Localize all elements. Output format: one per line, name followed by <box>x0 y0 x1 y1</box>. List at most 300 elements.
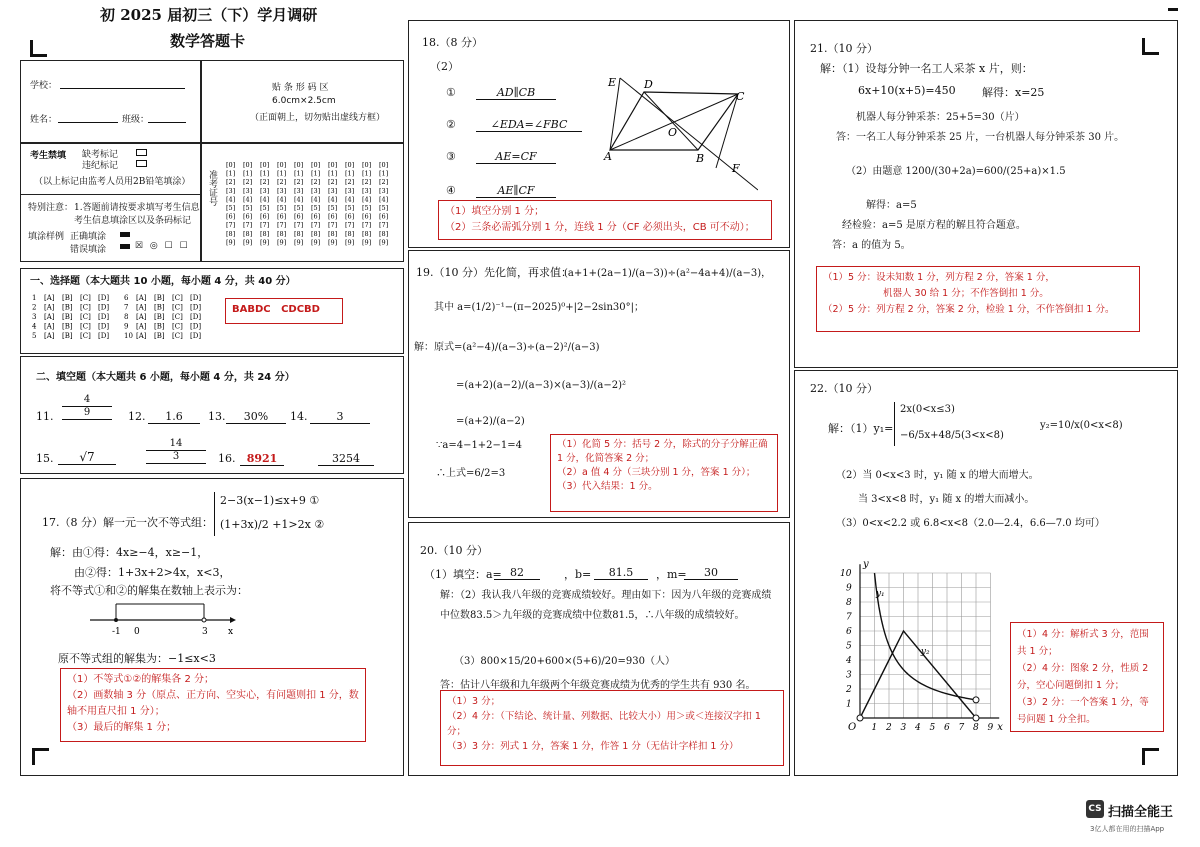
id-bubble[interactable]: [5] <box>260 204 270 212</box>
id-bubble[interactable]: [6] <box>311 212 321 221</box>
q21-rubric-2: 机器人 30 给 1 分；不作答倒扣 1 分。 <box>883 288 1049 299</box>
y-tick-label: 4 <box>846 656 852 666</box>
id-bubble[interactable]: [4] <box>277 195 287 204</box>
x-tick-label: 5 <box>929 723 936 733</box>
id-bubble[interactable]: [0] <box>226 161 236 169</box>
id-bubble[interactable]: [7] <box>328 221 338 230</box>
id-bubble[interactable]: [0] <box>277 161 287 169</box>
q21-solution2: 解得：a=5 <box>866 200 917 211</box>
id-bubble[interactable]: [9] <box>345 238 355 247</box>
id-bubble[interactable]: [7] <box>243 221 253 230</box>
q17-rubric <box>60 668 366 742</box>
q22-y2: y₂=10/x(0<x<8) <box>1040 420 1123 431</box>
y1-open-point-start <box>857 715 863 721</box>
q18-label-e: E <box>608 76 617 89</box>
q18-label-o: O <box>668 126 678 139</box>
q18-circle-1: ① <box>446 86 456 99</box>
choice-bubble[interactable]: [B] <box>154 322 165 331</box>
id-bubble[interactable]: [9] <box>277 238 287 247</box>
notes-label: 特别注意： <box>28 203 74 213</box>
q11-label: 11. <box>36 410 54 423</box>
choice-bubble[interactable]: [C] <box>80 332 91 340</box>
y-axis-label: y <box>863 559 869 571</box>
y2-open-point-end <box>973 697 979 703</box>
id-bubble[interactable]: [5] <box>311 204 321 212</box>
id-bubble[interactable]: [7] <box>226 221 236 230</box>
choice-bubble[interactable]: [A] <box>136 332 147 340</box>
choice-bubble[interactable]: [A] <box>44 322 55 331</box>
q19-head: 19.（10 分）先化简，再求值： <box>416 266 572 279</box>
school-label: 学校： <box>30 81 58 91</box>
number-line-label-3: 3 <box>202 627 208 637</box>
series-y2-label: y₂ <box>920 647 930 658</box>
q18-rubric-1: （1）填空分别 1 分； <box>445 206 545 217</box>
id-bubble[interactable]: [2] <box>277 178 287 187</box>
q22-rubric <box>1010 622 1164 732</box>
choice-bubble[interactable]: [C] <box>80 294 91 302</box>
id-bubble[interactable]: [5] <box>362 204 372 212</box>
id-bubble[interactable]: [2] <box>362 178 372 187</box>
id-bubble[interactable]: [4] <box>294 195 304 204</box>
id-bubble[interactable]: [9] <box>328 238 338 247</box>
y-tick-label: 8 <box>846 598 852 608</box>
x-tick-label: 6 <box>944 723 950 733</box>
q18-circle-4: ④ <box>446 184 456 197</box>
x-tick-label: 2 <box>886 723 892 733</box>
q20-m-label: ，m= <box>656 568 687 581</box>
choice-bubble[interactable]: [D] <box>190 303 202 312</box>
name-label: 姓名： <box>30 115 58 125</box>
choice-bubble[interactable]: [D] <box>98 294 110 302</box>
id-bubble[interactable]: [7] <box>379 221 389 230</box>
q22-head: 22.（10 分） <box>810 382 878 395</box>
id-bubble[interactable]: [0] <box>328 161 338 169</box>
q17-brace <box>214 492 219 536</box>
choice-number: 4 <box>32 322 37 331</box>
number-line-hollow-point <box>202 618 206 622</box>
id-bubble[interactable]: [6] <box>294 212 304 221</box>
q18-rubric-2: （2）三条必需弧分别 1 分，连线 1 分（CF 必须出头，CB 可不动）； <box>445 222 755 233</box>
q13-answer: 30% <box>226 410 286 424</box>
id-bubble[interactable]: [2] <box>260 178 270 187</box>
id-bubble[interactable]: [0] <box>243 161 253 169</box>
choice-bubble[interactable]: [A] <box>136 303 147 312</box>
y-tick-label: 10 <box>840 569 852 579</box>
id-bubble[interactable]: [9] <box>260 238 270 247</box>
q19-where: 其中 a=(1/2)⁻¹−(π−2025)⁰+|2−2sin30°|； <box>434 302 645 313</box>
q18-label-a: A <box>604 150 612 163</box>
q17-rubric-2: （2）画数轴 3 分（原点、正方向、空实心，有问题则扣 1 分，数轴不用直尺扣 1 分）； <box>67 690 359 717</box>
q11-answer <box>62 394 112 420</box>
id-bubble[interactable]: [4] <box>328 195 338 204</box>
answer-sheet-title: 数学答题卡 <box>170 32 246 50</box>
y1-open-point-end <box>973 715 979 721</box>
choice-number: 10 <box>124 332 133 340</box>
choice-bubble[interactable]: [C] <box>172 303 183 312</box>
corner-mark-br <box>1142 748 1159 765</box>
choice-bubble[interactable]: [D] <box>98 322 110 331</box>
y-tick-label: 9 <box>846 583 852 594</box>
id-bubble[interactable]: [6] <box>243 212 253 221</box>
id-bubble[interactable]: [6] <box>328 212 338 221</box>
id-bubble[interactable]: [2] <box>311 178 321 187</box>
id-bubble[interactable]: [1] <box>294 169 304 178</box>
id-bubble[interactable]: [9] <box>294 238 304 247</box>
corner-mark-bl <box>32 748 49 765</box>
choice-bubble[interactable]: [C] <box>80 313 91 321</box>
y-tick-label: 3 <box>846 670 852 681</box>
name-line[interactable] <box>58 122 118 123</box>
fill-label: 填涂样例 <box>28 232 65 242</box>
q15-answer: √7 <box>58 450 116 465</box>
q21-rubric-3: （2）5 分：列方程 2 分，答案 2 分，检验 1 分，不作答倒扣 1 分。 <box>823 304 1115 315</box>
scanner-logo: CS <box>1086 800 1104 818</box>
id-bubble[interactable]: [3] <box>379 186 389 195</box>
choice-bubble[interactable]: [D] <box>98 313 110 321</box>
choice-bubble[interactable]: [B] <box>154 332 165 340</box>
number-line-arrow <box>230 617 236 623</box>
id-bubble[interactable]: [3] <box>243 186 253 195</box>
id-bubble[interactable]: [2] <box>379 178 389 187</box>
y-tick-label: 7 <box>846 612 852 623</box>
q20-part2: 解：（2）我认我八年级的竞赛成绩较好。理由如下：因为八年级的竞赛成绩中位数83.5＞九年级的竞赛成绩中位数81.5，∴八年级的成绩较好。 <box>440 590 772 621</box>
id-bubble[interactable]: [7] <box>260 221 270 230</box>
exam-title: 初 2025 届初三（下）学月调研 <box>100 6 318 24</box>
q17-step2: 由②得：1+3x+2>4x，x<3， <box>74 566 231 579</box>
q20-head: 20.（10 分） <box>420 544 488 557</box>
sticker-note: （正面朝上，切勿贴出虚线方框） <box>250 113 386 123</box>
id-bubble[interactable]: [0] <box>260 161 270 169</box>
q16b-answer: 3254 <box>318 452 374 466</box>
choice-number: 8 <box>124 313 129 321</box>
id-bubble[interactable]: [6] <box>277 212 287 221</box>
id-bubble[interactable]: [9] <box>243 238 253 247</box>
q20-m-value: 30 <box>684 566 738 580</box>
q19-sol2: =(a+2)(a−2)/(a−3)×(a−3)/(a−2)² <box>456 380 627 391</box>
choice-bubbles[interactable] <box>32 292 212 342</box>
series-y2-curve <box>875 573 977 700</box>
q20-fill-label: （1）填空：a= <box>424 568 502 581</box>
number-line <box>90 598 240 638</box>
id-bubble[interactable]: [4] <box>362 195 372 204</box>
q19-sol5: ∴上式=6/2=3 <box>436 468 506 479</box>
choice-bubble[interactable]: [B] <box>62 303 73 312</box>
q22-brace <box>894 402 899 446</box>
choice-bubble[interactable]: [D] <box>190 313 202 321</box>
cheat-label: 违纪标记 <box>82 161 119 171</box>
choice-bubble[interactable]: [A] <box>44 313 55 321</box>
q21-step1: 解：（1）设每分钟一名工人采茶 x 片，则： <box>820 62 1033 75</box>
q18-answer-2: ∠EDA=∠FBC <box>476 118 582 132</box>
q21-rubric <box>816 266 1140 332</box>
id-bubble[interactable]: [0] <box>294 161 304 169</box>
corner-dash <box>1168 8 1178 11</box>
info-divider-h2 <box>20 194 200 195</box>
notes-text: 1.答题前请按要求填写考生信息 <box>74 203 200 213</box>
id-bubble[interactable]: [3] <box>362 186 372 195</box>
id-bubble[interactable]: [2] <box>328 178 338 187</box>
id-bubble[interactable]: [6] <box>226 212 236 221</box>
id-bubble[interactable]: [5] <box>277 204 287 212</box>
q15b-den: 3 <box>172 451 180 462</box>
choice-bubble[interactable]: [A] <box>136 322 147 331</box>
q22-rubric-2: （2）4 分：图象 2 分，性质 2 分，空心问题倒扣 1 分； <box>1017 663 1149 691</box>
info-divider-v2 <box>200 142 202 262</box>
q21-head: 21.（10 分） <box>810 42 878 55</box>
choice-bubble[interactable]: [C] <box>172 322 183 331</box>
q20-rubric-1: （1）3 分； <box>447 696 501 707</box>
id-bubble[interactable]: [0] <box>379 161 389 169</box>
choice-bubble[interactable]: [B] <box>62 322 73 331</box>
q21-equation1: 6x+10(x+5)=450 <box>858 84 956 97</box>
q18-head: 18.（8 分） <box>422 36 483 49</box>
choice-bubble[interactable]: [A] <box>136 294 147 302</box>
id-bubble[interactable]: [5] <box>226 204 236 212</box>
id-bubble[interactable]: [5] <box>345 204 355 212</box>
id-bubble[interactable]: [0] <box>362 161 372 169</box>
q20-rubric-2: （2）4 分：（下结论、统计量、列数据、比较大小）用＞或＜连接汉字扣 1 分； <box>447 711 761 737</box>
id-bubble[interactable]: [4] <box>345 195 355 204</box>
section2-title: 二、填空题（本大题共 6 小题，每小题 4 分，共 24 分） <box>36 372 295 383</box>
correct-fill-sample <box>120 232 130 237</box>
id-bubble-grid-svg <box>222 158 398 248</box>
id-bubble[interactable]: [8] <box>243 229 253 238</box>
id-bubble[interactable]: [9] <box>362 238 372 247</box>
q22-piece2: −6/5x+48/5(3<x<8) <box>900 430 1004 441</box>
cheat-checkbox[interactable] <box>136 160 147 167</box>
choice-bubble[interactable]: [D] <box>98 332 110 340</box>
school-line[interactable] <box>60 88 185 89</box>
id-bubble[interactable]: [6] <box>379 212 389 221</box>
q22-step2: （2）当 0<x<3 时，y₁ 随 x 的增大而增大。 <box>836 470 1039 481</box>
y-tick-label: 1 <box>846 699 852 710</box>
id-bubble[interactable]: [1] <box>277 169 287 178</box>
id-bubble[interactable]: [9] <box>311 238 321 247</box>
id-bubble[interactable]: [3] <box>260 186 270 195</box>
id-bubble[interactable]: [8] <box>345 229 355 238</box>
choice-bubble[interactable]: [D] <box>190 332 202 340</box>
choice-bubble[interactable]: [C] <box>80 322 91 331</box>
wrong-fill-samples: ☒ ◎ ☐ ☐ <box>135 241 190 251</box>
id-bubble[interactable]: [2] <box>243 178 253 187</box>
choice-bubble[interactable]: [B] <box>62 313 73 321</box>
q20-rubric <box>440 690 784 766</box>
q19-expr: (a+1+(2a−1)/(a−3))÷(a²−4a+4)/(a−3)， <box>564 268 772 279</box>
x-tick-label: 7 <box>958 723 965 733</box>
choice-bubble[interactable]: [D] <box>98 303 110 312</box>
q17-ineq1: 2−3(x−1)≤x+9 ① <box>220 494 320 507</box>
q18-diagonal-db <box>644 92 698 150</box>
id-bubble[interactable]: [3] <box>345 186 355 195</box>
choice-bubble[interactable]: [B] <box>154 313 165 321</box>
choice-bubbles-svg <box>32 292 212 342</box>
y-tick-label: 5 <box>846 641 852 652</box>
info-divider-h <box>20 142 404 144</box>
id-bubble[interactable]: [4] <box>243 195 253 204</box>
choice-bubble[interactable]: [B] <box>62 294 73 302</box>
q15b-num: 14 <box>146 438 206 451</box>
id-bubble[interactable]: [4] <box>226 195 236 204</box>
corner-mark-tr <box>1142 38 1159 55</box>
id-bubble[interactable]: [7] <box>345 221 355 230</box>
id-bubble[interactable]: [4] <box>311 195 321 204</box>
corner-mark <box>30 40 47 57</box>
id-bubble[interactable]: [1] <box>243 169 253 178</box>
id-bubble[interactable]: [8] <box>294 229 304 238</box>
id-bubble[interactable]: [2] <box>294 178 304 187</box>
y-tick-label: 2 <box>846 685 852 695</box>
id-bubble[interactable]: [1] <box>311 169 321 178</box>
choice-bubble[interactable]: [B] <box>154 303 165 312</box>
id-bubble[interactable]: [3] <box>277 186 287 195</box>
id-bubble[interactable]: [1] <box>328 169 338 178</box>
q22-step3: 当 3<x<8 时，y₁ 随 x 的增大而减小。 <box>858 494 1035 505</box>
choice-number: 6 <box>124 294 129 302</box>
q22-rubric-3: （3）2 分：一个答案 1 分，等号问题 1 分全扣。 <box>1017 697 1149 725</box>
choice-bubble[interactable]: [D] <box>190 322 202 331</box>
q21-answer2: 答：a 的值为 5。 <box>832 240 911 251</box>
number-line-label-x: x <box>228 627 234 637</box>
missing-checkbox[interactable] <box>136 149 147 156</box>
q11-den: 9 <box>83 407 91 418</box>
id-bubble[interactable]: [6] <box>345 212 355 221</box>
choice-bubble[interactable]: [A] <box>136 313 147 321</box>
q18-answer-4: AE∥CF <box>476 184 556 198</box>
id-bubble-grid[interactable] <box>222 158 398 248</box>
number-line-label-neg1: -1 <box>112 627 121 637</box>
id-bubble[interactable]: [3] <box>226 186 236 195</box>
scanner-tagline: 3亿人都在用的扫描App <box>1090 825 1165 833</box>
x-tick-label: 3 <box>900 723 907 733</box>
section1-answer: BABDC CDCBD <box>225 298 343 324</box>
id-bubble[interactable]: [7] <box>362 221 372 230</box>
q22-rubric-1: （1）4 分：解析式 3 分，范围共 1 分； <box>1017 629 1149 657</box>
class-label: 班级： <box>122 115 150 125</box>
q15-label: 15. <box>36 452 54 465</box>
id-bubble[interactable]: [5] <box>328 204 338 212</box>
id-bubble[interactable]: [1] <box>379 169 389 178</box>
id-bubble[interactable]: [7] <box>311 221 321 230</box>
id-bubble[interactable]: [5] <box>243 204 253 212</box>
id-bubble[interactable]: [2] <box>345 178 355 187</box>
id-bubble[interactable]: [8] <box>226 229 236 238</box>
choice-bubble[interactable]: [A] <box>44 303 55 312</box>
x-axis-label: x <box>997 722 1003 733</box>
q22-step4: （3）0<x<2.2 或 6.8<x<8（2.0—2.4，6.6—7.0 均可） <box>836 518 1105 529</box>
id-bubble[interactable]: [3] <box>311 186 321 195</box>
q18-diagonal-ac <box>610 94 738 150</box>
id-bubble[interactable]: [0] <box>311 161 321 169</box>
q18-figure <box>598 64 758 194</box>
choice-bubble[interactable]: [C] <box>172 313 183 321</box>
q19-rubric-2: （2）a 值 4 分（三块分别 1 分，答案 1 分）； <box>557 467 756 478</box>
q18-label-b: B <box>696 152 705 165</box>
q17-rubric-1: （1）不等式①②的解集各 2 分； <box>67 674 215 685</box>
id-bubble[interactable]: [7] <box>294 221 304 230</box>
number-line-label-0: 0 <box>134 627 140 637</box>
choice-bubble[interactable]: [C] <box>80 303 91 312</box>
id-bubble[interactable]: [8] <box>260 229 270 238</box>
wrong-fill-sample <box>120 244 130 249</box>
id-bubble[interactable]: [1] <box>345 169 355 178</box>
id-bubble[interactable]: [8] <box>311 229 321 238</box>
choice-bubble[interactable]: [B] <box>154 294 165 302</box>
q12-answer: 1.6 <box>148 410 200 424</box>
choice-number: 1 <box>32 294 37 302</box>
id-bubble[interactable]: [1] <box>260 169 270 178</box>
x-tick-label: 9 <box>987 723 994 733</box>
id-bubble[interactable]: [5] <box>294 204 304 212</box>
choice-bubble[interactable]: [D] <box>190 294 202 302</box>
choice-bubble[interactable]: [C] <box>172 294 183 302</box>
id-bubble[interactable]: [4] <box>260 195 270 204</box>
class-line[interactable] <box>148 122 186 123</box>
candidate-label: 考生禁填 <box>30 151 67 161</box>
id-bubble[interactable]: [9] <box>379 238 389 247</box>
id-bubble[interactable]: [8] <box>328 229 338 238</box>
id-bubble[interactable]: [3] <box>294 186 304 195</box>
choice-number: 3 <box>32 313 37 321</box>
info-divider <box>200 60 202 142</box>
q17-rubric-3: （3）最后的解集 1 分； <box>67 722 177 733</box>
choice-number: 7 <box>124 303 129 312</box>
x-tick-label: 4 <box>915 723 921 733</box>
q14-answer: 3 <box>310 410 370 424</box>
q18-label-c: C <box>736 90 745 103</box>
q17-step4: 原不等式组的解集为：−1≤x<3 <box>58 652 216 665</box>
q14-label: 14. <box>290 410 308 423</box>
id-bubble[interactable]: [9] <box>226 238 236 247</box>
id-bubble[interactable]: [4] <box>379 195 389 204</box>
id-bubble[interactable]: [8] <box>379 229 389 238</box>
id-bubble[interactable]: [2] <box>226 178 236 187</box>
choice-bubble[interactable]: [A] <box>44 332 55 340</box>
q20-b-label: ，b= <box>564 568 592 581</box>
q18-answer-1: AD∥CB <box>476 86 556 100</box>
id-bubble[interactable]: [1] <box>226 169 236 178</box>
q17-step1: 解：由①得：4x≥−4，x≥−1， <box>50 546 209 559</box>
q18-label-f: F <box>732 162 740 175</box>
q16-answer: 8921 <box>240 452 284 466</box>
q18-rubric <box>438 200 772 240</box>
choice-bubble[interactable]: [A] <box>44 294 55 302</box>
id-bubble[interactable]: [6] <box>362 212 372 221</box>
q22-step1: 解：（1）y₁= <box>828 422 894 435</box>
q18-circle-3: ③ <box>446 150 456 163</box>
id-bubble[interactable]: [0] <box>345 161 355 169</box>
id-bubble[interactable]: [8] <box>362 229 372 238</box>
q19-rubric-1: （1）化简 5 分：括号 2 分，除式的分子分解正确 1 分，化简答案 2 分； <box>557 439 768 464</box>
q19-rubric-3: （3）代入结果：1 分。 <box>557 481 658 492</box>
q17-head: 17.（8 分）解一元一次不等式组： <box>42 516 213 529</box>
id-bubble[interactable]: [1] <box>362 169 372 178</box>
id-bubble[interactable]: [3] <box>328 186 338 195</box>
choice-bubble[interactable]: [C] <box>172 332 183 340</box>
q20-answer: 答：估计八年级和九年级两个年级竞赛成绩为优秀的学生共有 930 名。 <box>440 680 756 691</box>
id-bubble[interactable]: [5] <box>379 204 389 212</box>
id-bubble[interactable]: [8] <box>277 229 287 238</box>
id-bubble[interactable]: [6] <box>260 212 270 221</box>
id-bubble[interactable]: [7] <box>277 221 287 230</box>
q20-b-value: 81.5 <box>594 566 648 580</box>
choice-bubble[interactable]: [B] <box>62 332 73 340</box>
origin-label: O <box>848 722 857 733</box>
q21-step2: 机器人每分钟采茶：25+5=30（片） <box>856 112 1025 123</box>
q12-label: 12. <box>128 410 146 423</box>
scanner-brand: 扫描全能王 <box>1108 805 1174 820</box>
number-line-solid-point <box>114 618 118 622</box>
missing-note: （以上标记由监考人员用2B铅笔填涂） <box>34 177 191 187</box>
